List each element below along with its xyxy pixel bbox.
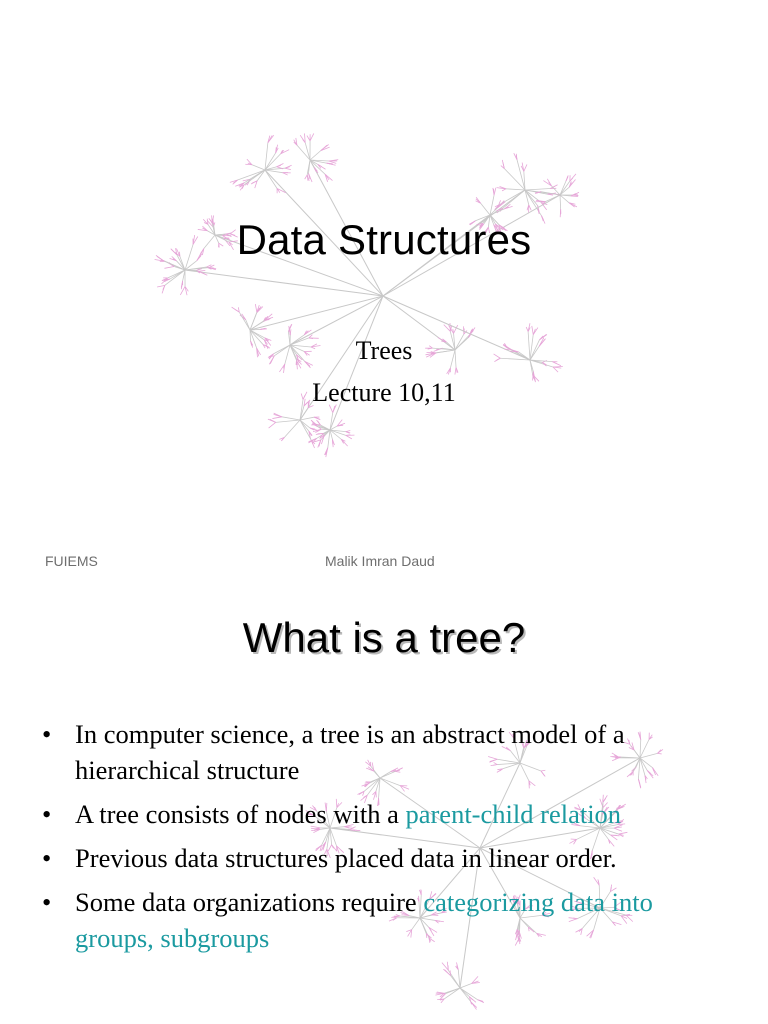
bullet-highlight: categorizing data into groups, subgroups [75,887,653,953]
bullet-text: Previous data structures placed data in linear order. [75,843,617,873]
bullet-icon: • [42,843,52,873]
footer-institution: FUIEMS [45,553,98,569]
footer-author: Malik Imran Daud [325,553,435,569]
lecture-number: Lecture 10,11 [312,378,456,407]
slide-title: Data Structures [236,216,532,263]
bullet-text: A tree consists of nodes with a [75,799,406,829]
slide-title: What is a tree? [242,614,526,661]
slide-subtitle: Trees [355,336,413,365]
bullet-item [42,796,702,832]
bullet-item [42,884,702,956]
bullet-item [42,716,702,788]
bullet-text: Some data organizations require [75,887,424,917]
bullet-text: In computer science, a tree is an abstract model of a hierarchical structure [75,719,625,785]
bullet-icon: • [42,799,52,829]
bullet-highlight: parent-child relation [405,799,622,829]
bullet-icon: • [42,887,52,917]
bullet-item [42,840,702,876]
bullet-list [42,716,702,964]
bullet-icon: • [42,719,52,749]
content-slide [0,588,768,1024]
